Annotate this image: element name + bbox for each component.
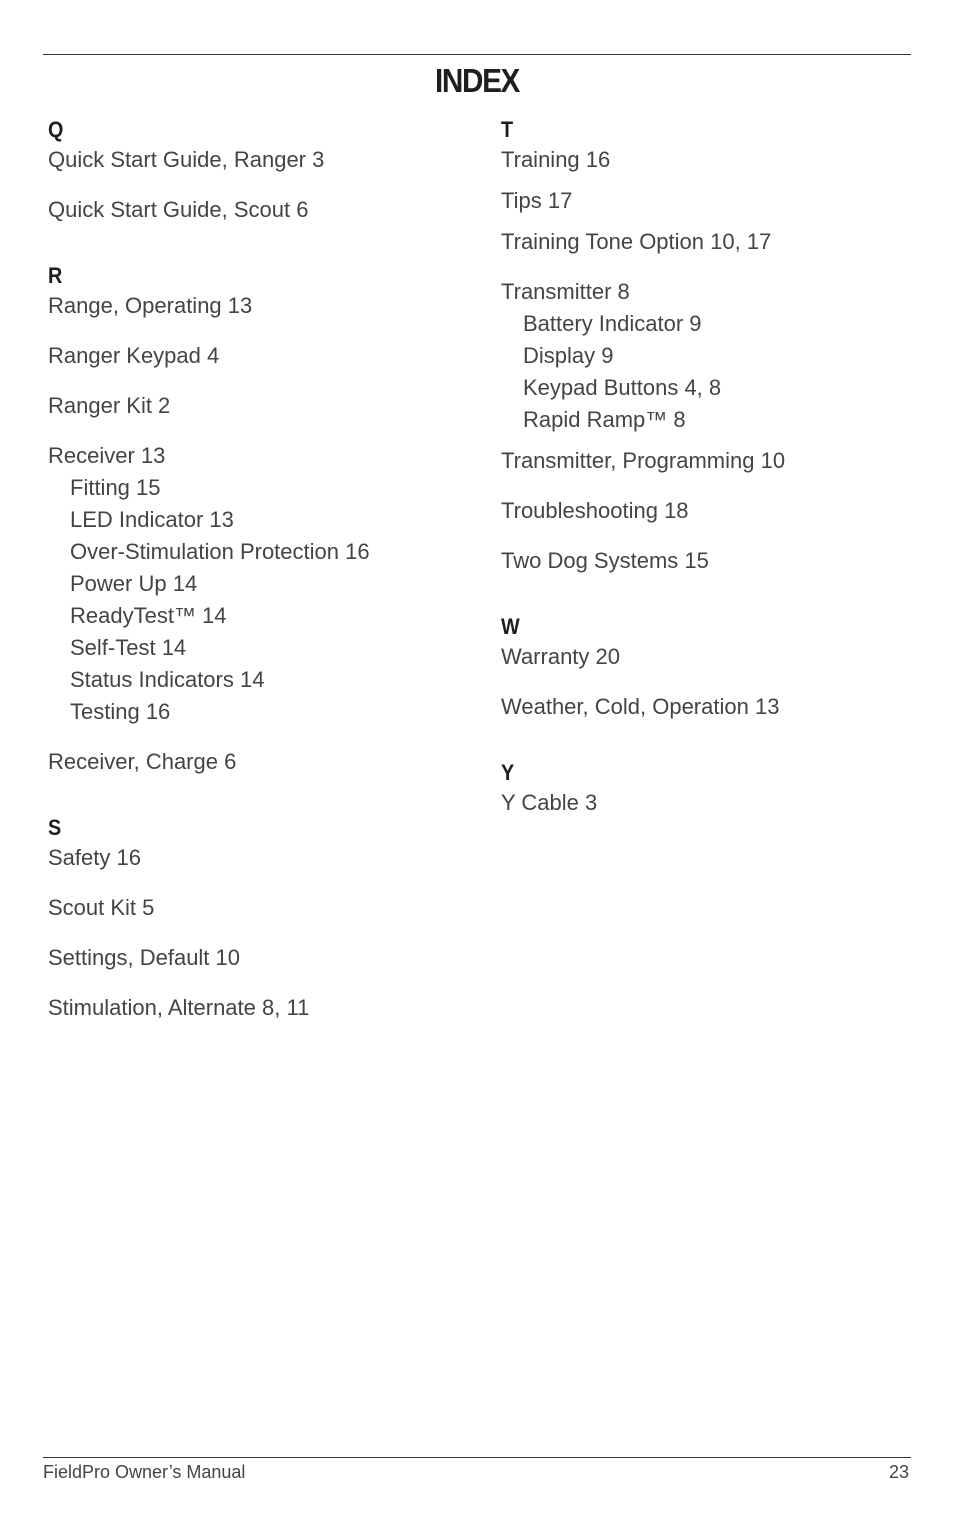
index-subentry: Display 9: [523, 343, 614, 368]
index-entry: Training 16: [501, 147, 611, 172]
index-subentry: Testing 16: [70, 699, 171, 724]
index-letter-heading: R: [48, 263, 63, 288]
index-letter-heading: Y: [501, 760, 515, 785]
index-entry: Scout Kit 5: [48, 895, 155, 920]
index-letter-heading: Q: [48, 117, 64, 142]
index-entry: Transmitter, Programming 10: [501, 448, 786, 473]
index-entry: Ranger Keypad 4: [48, 343, 220, 368]
index-entry: Stimulation, Alternate 8, 11: [48, 995, 310, 1020]
index-letter-heading: S: [48, 815, 62, 840]
bottom-rule: [43, 1457, 911, 1458]
index-entry: Safety 16: [48, 845, 141, 870]
index-subentry: Over-Stimulation Protection 16: [70, 539, 370, 564]
index-subentry: LED Indicator 13: [70, 507, 234, 532]
index-entry: Y Cable 3: [501, 790, 598, 815]
index-entry: Training Tone Option 10, 17: [501, 229, 772, 254]
index-letter-heading: T: [501, 117, 514, 142]
footer-page-number: 23: [888, 1462, 909, 1482]
index-subentry: Fitting 15: [70, 475, 161, 500]
index-entry: Two Dog Systems 15: [501, 548, 709, 573]
index-entry: Transmitter 8: [501, 279, 630, 304]
index-subentry: Battery Indicator 9: [523, 311, 702, 336]
index-subentry: Rapid Ramp™ 8: [523, 407, 686, 432]
index-entry: Settings, Default 10: [48, 945, 241, 970]
index-subentry: ReadyTest™ 14: [70, 603, 227, 628]
index-column-right: [501, 116, 921, 819]
footer-manual-name: FieldPro Owner’s Manual: [43, 1462, 246, 1482]
index-entry: Quick Start Guide, Ranger 3: [48, 147, 325, 172]
index-subentry: Status Indicators 14: [70, 667, 265, 692]
index-entry: Warranty 20: [501, 644, 621, 669]
index-entry: Receiver 13: [48, 443, 166, 468]
index-subentry: Self-Test 14: [70, 635, 187, 660]
top-rule: [43, 54, 911, 55]
index-subentry: Power Up 14: [70, 571, 198, 596]
index-subentry: Keypad Buttons 4, 8: [523, 375, 722, 400]
index-entry: Quick Start Guide, Scout 6: [48, 197, 309, 222]
index-entry: Ranger Kit 2: [48, 393, 171, 418]
index-entry: Troubleshooting 18: [501, 498, 689, 523]
index-column-left: [48, 116, 468, 1024]
index-letter-heading: W: [501, 614, 520, 639]
index-entry: Weather, Cold, Operation 13: [501, 694, 780, 719]
page-title: INDEX: [434, 62, 520, 99]
index-entry: Range, Operating 13: [48, 293, 253, 318]
index-entry: Tips 17: [501, 188, 573, 213]
index-entry: Receiver, Charge 6: [48, 749, 237, 774]
